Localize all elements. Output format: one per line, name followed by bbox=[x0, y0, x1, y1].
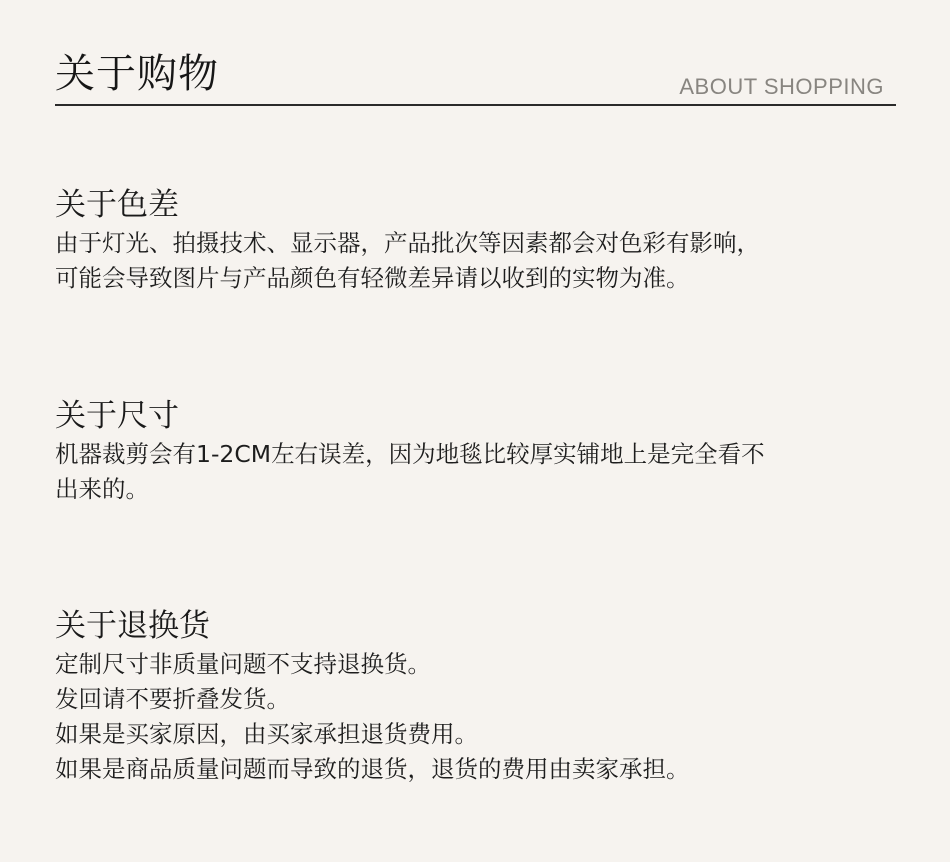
page-header bbox=[55, 40, 896, 106]
body-line: 发回请不要折叠发货。 bbox=[55, 685, 290, 713]
page-title: 关于购物 bbox=[55, 51, 219, 97]
body-line: 如果是商品质量问题而导致的退货，退货的费用由卖家承担。 bbox=[55, 755, 690, 783]
page-subtitle: ABOUT SHOPPING bbox=[679, 74, 884, 99]
section-color-difference bbox=[55, 186, 915, 296]
section-heading: 关于尺寸 bbox=[55, 398, 179, 434]
body-line: 由于灯光、拍摄技术、显示器，产品批次等因素都会对色彩有影响， bbox=[55, 229, 760, 257]
section-returns bbox=[55, 607, 915, 787]
section-size bbox=[55, 397, 915, 507]
body-line: 定制尺寸非质量问题不支持退换货。 bbox=[55, 650, 431, 678]
body-line: 出来的。 bbox=[55, 475, 149, 503]
section-heading: 关于退换货 bbox=[55, 608, 210, 644]
body-line: 机器裁剪会有1-2CM左右误差，因为地毯比较厚实铺地上是完全看不 bbox=[55, 440, 765, 468]
section-body bbox=[55, 647, 915, 787]
section-heading: 关于色差 bbox=[55, 187, 179, 223]
body-line: 可能会导致图片与产品颜色有轻微差异请以收到的实物为准。 bbox=[55, 264, 690, 292]
section-body bbox=[55, 437, 915, 507]
section-body bbox=[55, 226, 915, 296]
body-line: 如果是买家原因，由买家承担退货费用。 bbox=[55, 720, 478, 748]
